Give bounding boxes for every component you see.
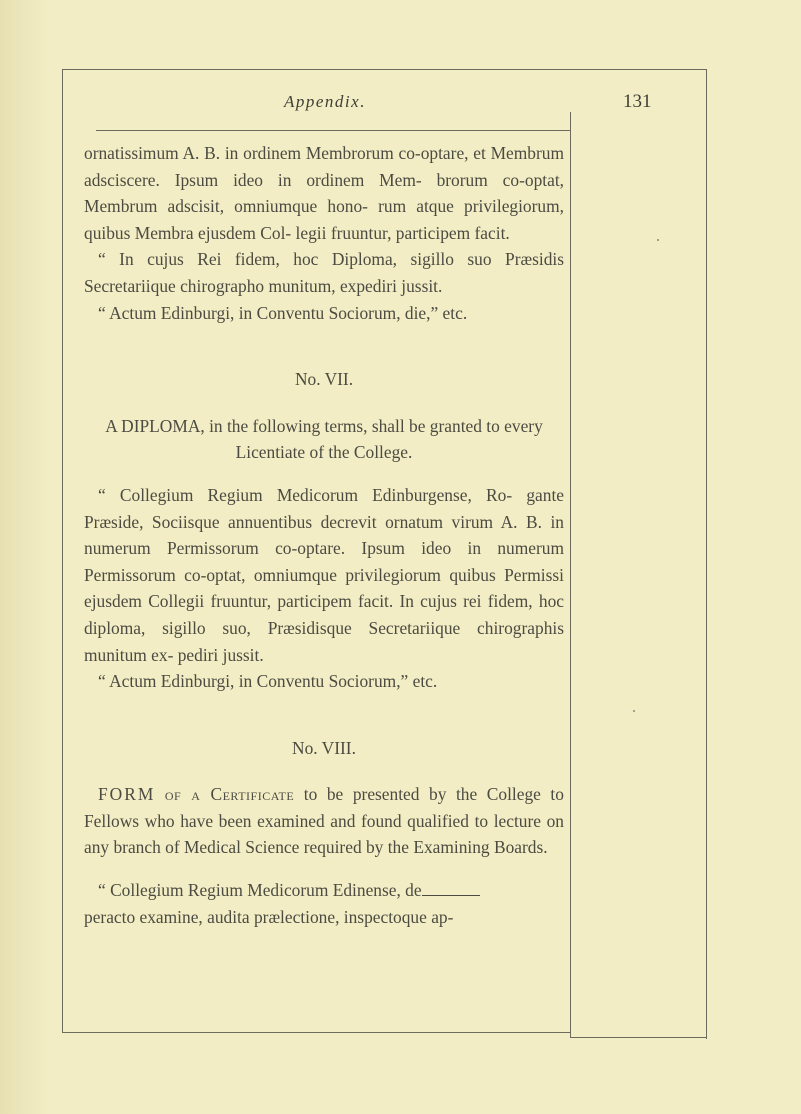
running-header-title: Appendix. <box>284 92 366 111</box>
blank-line <box>422 881 480 896</box>
form-word: FORM <box>98 784 156 805</box>
paragraph: ornatissimum A. B. in ordinem Membrorum co-optare, et Membrum adsciscere. Ipsum ideo in ordinem Mem- brorum co-optat, Membrum adscisit, omniumque hono- rum atque privilegiorum, quibus Membra ejusdem Col- legii fruuntur, participem facit. <box>84 143 564 243</box>
table-top-border <box>62 69 707 70</box>
paragraph: “ In cujus Rei fidem, hoc Diploma, sigillo suo Præsidis Secretariique chirographo munitum, expediri jussit. <box>84 249 564 296</box>
paragraph: peracto examine, audita prælectione, inspectoque ap- <box>84 906 454 927</box>
page-body <box>84 140 564 930</box>
section-heading-viii: No. VIII. <box>292 737 356 758</box>
table-bottom-border <box>62 1032 570 1033</box>
paragraph-start: “ Collegium Regium Medicorum Edinense, de <box>98 880 422 901</box>
page-number: 131 <box>623 91 652 112</box>
paragraph: “ Collegium Regium Medicorum Edinburgense, Ro- gante Præside, Sociisque annuentibus decrevit ornatum virum A. B. in numerum Permissorum co-optare. Ipsum ideo in numerum Permissorum co-optat, omniumque privilegiorum quibus Permissi ejusdem Collegii fruuntur, participem facit. In cujus rei fidem, hoc diploma, sigillo suo, Præsidisque Secretariique chirographis munitum ex- pediri jussit. <box>84 484 564 665</box>
paragraph: “ Actum Edinburgi, in Conventu Sociorum, die,” etc. <box>98 302 468 323</box>
paragraph: A DIPLOMA, in the following terms, shall be granted to every Licentiate of the College. <box>105 415 543 463</box>
header-rule <box>96 130 570 131</box>
column-divider <box>570 112 571 1038</box>
certificate-label: of a Certificate <box>164 784 295 805</box>
paragraph <box>84 781 564 861</box>
table-right-border <box>706 69 707 1039</box>
paragraph-rest: to be presented by the College to Fellows who have been examined and found qualified to lecture on any branch of Medical Science required by the Examining Boards. <box>84 784 564 858</box>
speck <box>633 710 635 712</box>
table-left-border <box>62 69 63 1033</box>
table-bottom-border-right <box>570 1037 707 1038</box>
paragraph <box>84 877 564 904</box>
paper-edge-shading <box>0 0 48 1114</box>
section-heading-vii: No. VII. <box>294 369 354 390</box>
speck <box>657 239 659 241</box>
paragraph: “ Actum Edinburgi, in Conventu Sociorum,” etc. <box>98 671 438 692</box>
